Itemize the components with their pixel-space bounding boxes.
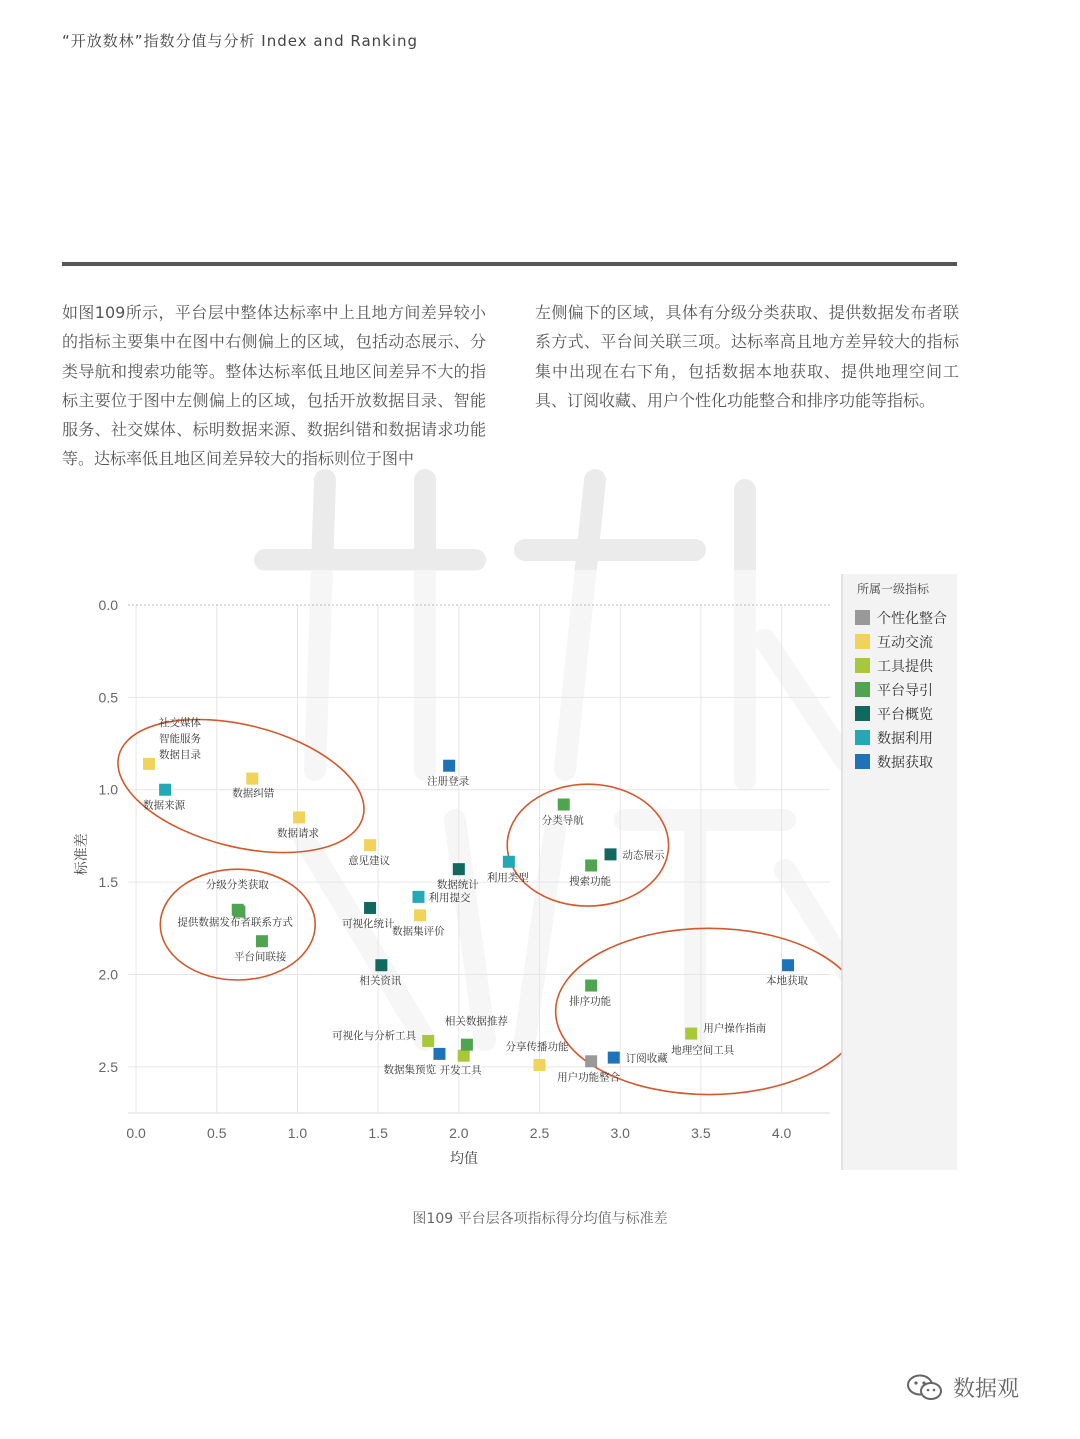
x-tick-label: 3.0 <box>610 1125 630 1141</box>
point-label: 搜索功能 <box>569 875 612 888</box>
y-tick-label: 1.5 <box>98 874 118 891</box>
scatter-point <box>443 760 455 772</box>
scatter-point <box>585 1055 597 1067</box>
y-tick-label: 2.0 <box>98 966 118 983</box>
x-tick-label: 4.0 <box>771 1125 792 1141</box>
x-tick-label: 2.0 <box>449 1125 469 1141</box>
scatter-point <box>782 959 794 971</box>
point-label: 社交媒体 <box>158 716 201 729</box>
legend-swatch <box>855 610 870 625</box>
scatter-point <box>453 863 465 875</box>
body-text-right: 左侧偏下的区域，具体有分级分类获取、提供数据发布者联系方式、平台间关联三项。达标率高且地方差异较大的指标集中出现在右下角，包括数据本地获取、提供地理空间工具、订阅收藏、用户个性化功能整合和排序功能等指标。 <box>535 303 959 410</box>
scatter-point <box>608 1052 620 1064</box>
point-label: 利用提交 <box>428 891 471 904</box>
y-tick-label: 0.0 <box>98 597 118 613</box>
scatter-point <box>256 935 268 947</box>
point-label: 智能服务 <box>158 732 201 745</box>
section-divider <box>62 262 957 266</box>
point-label: 分享传播功能 <box>505 1040 569 1053</box>
point-label: 利用类型 <box>486 871 529 884</box>
y-tick-label: 1.0 <box>98 781 118 798</box>
point-label: 动态展示 <box>622 849 665 862</box>
running-header: “开放数林”指数分值与分析 Index and Ranking <box>62 32 419 50</box>
figure-caption: 图109 平台层各项指标得分均值与标准差 <box>412 1211 668 1227</box>
point-label: 分级分类获取 <box>205 878 269 891</box>
point-label: 本地获取 <box>766 975 809 988</box>
scatter-point <box>605 848 617 860</box>
scatter-point <box>534 1059 546 1071</box>
legend-swatch <box>855 658 870 673</box>
point-label: 开发工具 <box>439 1064 482 1077</box>
legend-title: 所属一级指标 <box>857 582 930 596</box>
point-label: 意见建议 <box>348 855 391 868</box>
legend-entry: 互动交流 <box>877 635 933 651</box>
point-label: 用户操作指南 <box>703 1022 767 1035</box>
point-label: 数据纠错 <box>232 787 275 800</box>
point-label: 可视化与分析工具 <box>332 1029 417 1042</box>
legend-entry: 个性化整合 <box>877 611 947 627</box>
scatter-point <box>412 891 424 903</box>
scatter-point <box>685 1028 697 1040</box>
scatter-point <box>293 811 305 823</box>
scatter-point <box>585 859 597 871</box>
legend-swatch <box>855 730 870 745</box>
scatter-point <box>558 799 570 811</box>
scatter-point <box>461 1039 473 1051</box>
scatter-point <box>246 773 258 785</box>
point-label: 地理空间工具 <box>671 1044 735 1057</box>
legend-entry: 数据获取 <box>877 755 933 771</box>
point-label: 数据集评价 <box>392 925 445 938</box>
point-label: 数据集预览 <box>383 1063 436 1076</box>
legend-entry: 平台导引 <box>877 683 933 699</box>
point-label: 排序功能 <box>569 995 612 1008</box>
x-tick-label: 2.5 <box>529 1125 550 1141</box>
point-label: 数据来源 <box>143 799 186 812</box>
wechat-icon <box>905 1373 945 1403</box>
y-tick-label: 0.5 <box>98 689 118 706</box>
point-label: 平台间联接 <box>233 951 287 964</box>
body-text-left: 如图109所示，平台层中整体达标率中上且地方间差异较小的指标主要集中在图中右侧偏上的区域，包括动态展示、分类导航和搜索功能等。整体达标率低且地区间差异不大的指标主要位于图中左侧偏上的区域，包括开放数据目录、智能服务、社交媒体、标明数据来源、数据纠错和数据请求功能等。达标率低且地区间差异较大的指标则位于图中 <box>62 303 486 469</box>
watermark-text: 数据观 <box>953 1377 1020 1402</box>
point-label: 数据统计 <box>436 879 479 892</box>
legend-entry: 工具提供 <box>877 659 933 675</box>
legend-swatch <box>855 706 870 721</box>
legend-entry: 平台概览 <box>877 707 933 723</box>
scatter-chart <box>0 560 1080 1180</box>
x-tick-label: 0.5 <box>207 1125 227 1141</box>
legend-entry: 数据利用 <box>877 731 933 747</box>
legend-swatch <box>855 682 870 697</box>
x-tick-label: 3.5 <box>691 1125 711 1141</box>
scatter-point <box>375 959 387 971</box>
point-label: 相关数据推荐 <box>444 1015 508 1028</box>
scatter-point <box>458 1050 470 1062</box>
point-label: 订阅收藏 <box>625 1052 668 1065</box>
scatter-point <box>414 909 426 921</box>
scatter-point <box>159 784 171 796</box>
scatter-point <box>503 856 515 868</box>
point-label: 相关资讯 <box>359 975 402 988</box>
point-label: 用户功能整合 <box>557 1071 621 1084</box>
x-tick-label: 1.5 <box>368 1125 388 1141</box>
legend-swatch <box>855 754 870 769</box>
legend-swatch <box>855 634 870 649</box>
point-label: 注册登录 <box>427 775 470 788</box>
x-tick-label: 1.0 <box>287 1125 308 1141</box>
scatter-point <box>433 1048 445 1060</box>
scatter-point <box>364 902 376 914</box>
point-label: 分类导航 <box>541 814 584 827</box>
scatter-point <box>422 1035 434 1047</box>
y-axis-label: 标准差 <box>74 833 90 876</box>
point-label: 数据目录 <box>158 748 201 761</box>
scatter-point <box>585 980 597 992</box>
chart-legend <box>842 574 957 1170</box>
x-tick-label: 0.0 <box>126 1125 146 1141</box>
x-axis-label: 均值 <box>450 1151 478 1167</box>
scatter-point <box>364 839 376 851</box>
chart-background <box>62 570 957 1170</box>
point-label: 提供数据发布者联系方式 <box>177 916 293 929</box>
y-tick-label: 2.5 <box>98 1058 118 1075</box>
wechat-watermark <box>905 1372 1019 1403</box>
point-label: 可视化统计 <box>342 917 395 930</box>
scatter-point <box>143 758 155 770</box>
point-label: 数据请求 <box>277 827 320 840</box>
